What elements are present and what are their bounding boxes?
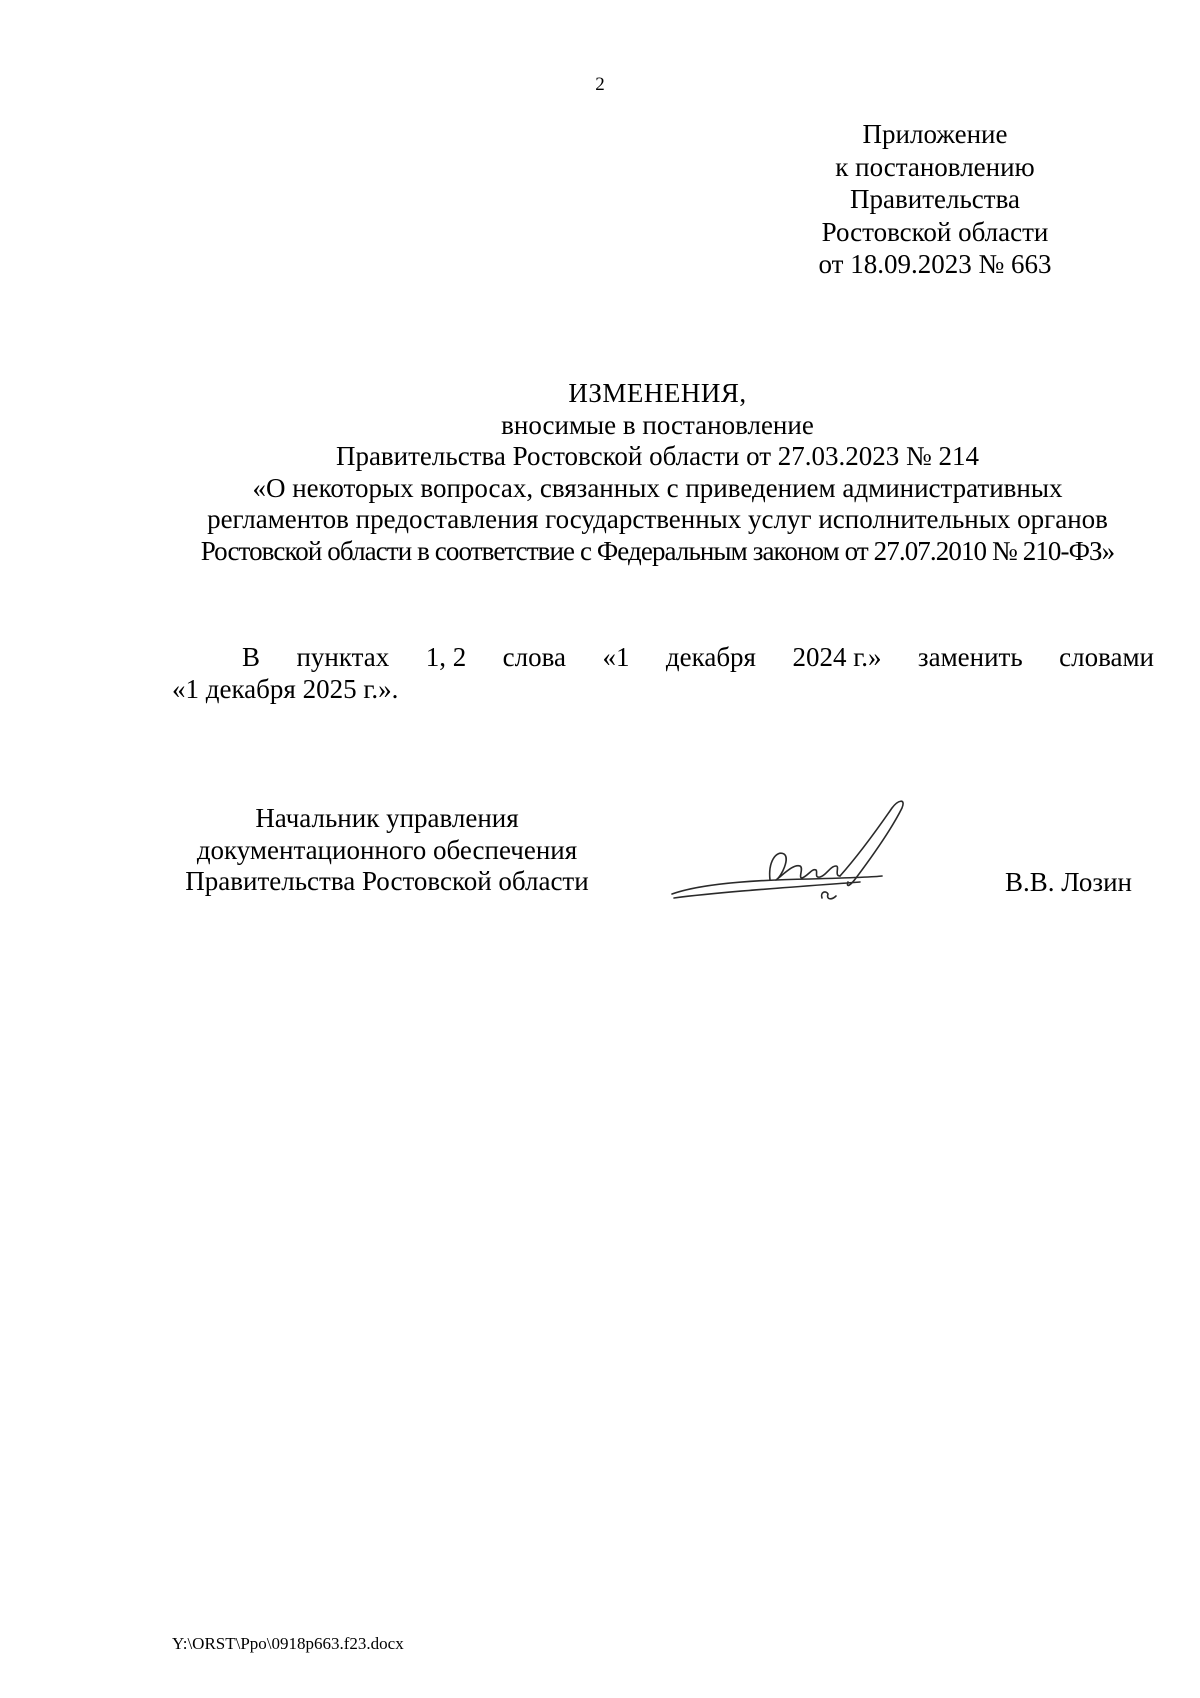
body-word: 1, 2 xyxy=(425,642,467,672)
body-line-2: «1 декабря 2025 г.». xyxy=(172,674,399,704)
body-word: словами xyxy=(1059,642,1154,672)
body-word: пунктах xyxy=(296,642,390,672)
appendix-line: от 18.09.2023 № 663 xyxy=(818,249,1052,279)
body-line-1 xyxy=(172,641,1154,673)
title-line: «О некоторых вопросах, связанных с приведением административных xyxy=(252,472,1063,503)
title-line: Ростовской области в соответствие с Федеральным законом от 27.07.2010 № 210-ФЗ» xyxy=(200,535,1115,566)
handwritten-signature xyxy=(660,792,940,912)
appendix-header xyxy=(790,118,1080,281)
title-heading: ИЗМЕНЕНИЯ, xyxy=(568,378,747,408)
appendix-line: Правительства xyxy=(850,184,1020,214)
file-path-footer: Y:\ORST\Ppo\0918p663.f23.docx xyxy=(172,1634,404,1653)
position-line: Правительства Ростовской области xyxy=(185,866,589,896)
body-word: декабря xyxy=(665,642,756,672)
position-line: Начальник управления xyxy=(255,803,519,833)
position-line: документационного обеспечения xyxy=(196,834,578,865)
document-title xyxy=(160,378,1155,567)
signatory-position xyxy=(172,803,602,898)
body-word: слова xyxy=(502,642,566,672)
body-word: В xyxy=(242,642,261,672)
signatory-name: В.В. Лозин xyxy=(1005,867,1132,897)
title-line: Правительства Ростовской области от 27.03.2023 № 214 xyxy=(335,441,980,471)
body-word: 2024 г.» xyxy=(792,642,882,672)
body-word: «1 xyxy=(602,642,630,672)
appendix-line: Приложение xyxy=(862,119,1008,149)
body-word: заменить xyxy=(917,642,1023,672)
title-line: вносимые в постановление xyxy=(501,409,814,440)
body-paragraph xyxy=(172,641,1154,705)
appendix-line: к постановлению xyxy=(835,151,1035,182)
title-line: регламентов предоставления государственных услуг исполнительных органов xyxy=(207,504,1108,534)
page-number: 2 xyxy=(595,74,605,95)
appendix-line: Ростовской области xyxy=(821,216,1049,247)
